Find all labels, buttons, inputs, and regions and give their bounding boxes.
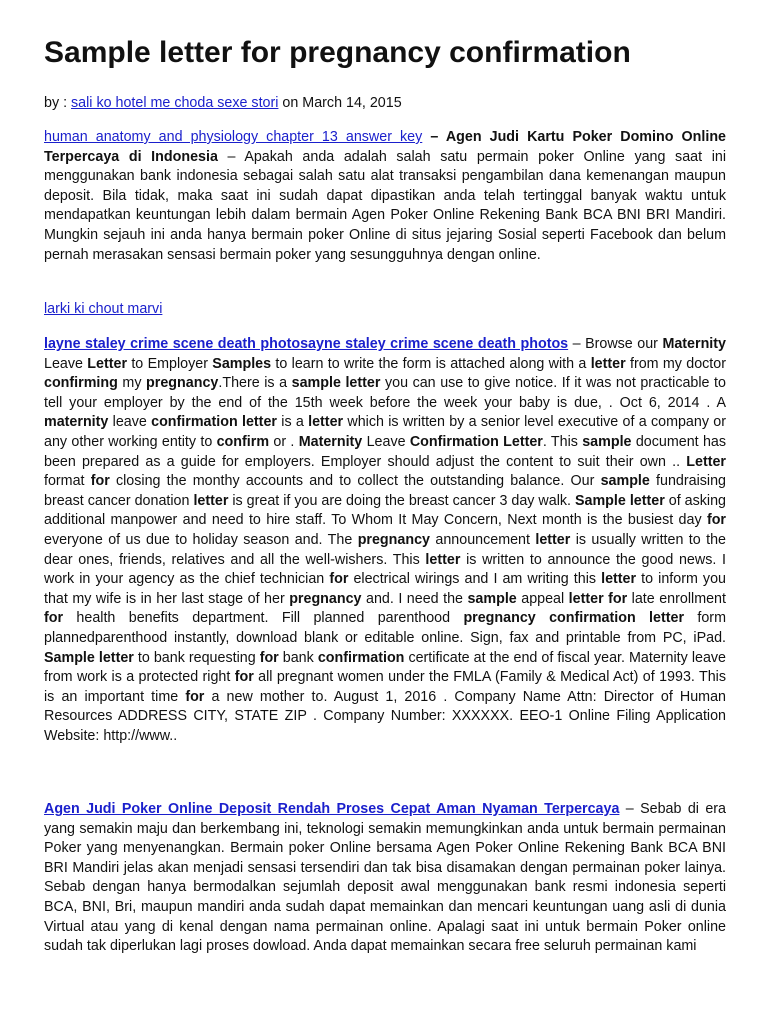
- paragraph-3-segment: Sample letter: [44, 649, 134, 666]
- paragraph-3-segment: closing the monthy accounts and to collect the outstanding balance. Our: [109, 473, 601, 490]
- paragraph-3-segment: you can use to give notice. If it was not practicable to tell your employer by the end of the 15th week before the week your baby is due, . Oct 6, 2014 . A: [44, 375, 726, 411]
- paragraph-3-segment: from my doctor: [625, 355, 726, 372]
- paragraph-3-segment: my: [117, 375, 147, 392]
- paragraph-3-segment: Leave: [44, 355, 88, 372]
- paragraph-3-segment: for: [90, 473, 110, 490]
- paragraph-3-segment: and. I need the: [361, 590, 468, 607]
- paragraph-3-segment: late enrollment: [627, 590, 726, 607]
- paragraph-3-segment: fundraising breast cancer donation: [44, 473, 726, 509]
- paragraph-3-segment: electrical wirings and I am writing this: [348, 571, 602, 588]
- paragraph-3-segment: certificate at the end of fiscal year. Maternity leave from work is a protected right: [44, 649, 726, 686]
- paragraph-3-segment: to bank requesting: [133, 649, 260, 666]
- paragraph-3-segment: is written to announce the good news. I work in your agency as the chief technician: [44, 551, 726, 588]
- paragraph-3-segment: Confirmation Letter: [409, 433, 543, 450]
- paragraph-3-segment: confirm: [216, 433, 270, 450]
- paragraph-3-segment: letter for: [568, 590, 628, 607]
- byline-date: on March 14, 2015: [278, 95, 402, 111]
- paragraph-1-link[interactable]: human anatomy and physiology chapter 13 answer key: [44, 129, 423, 145]
- paragraph-3-segment: for: [706, 512, 726, 529]
- paragraph-3-segment: bank: [278, 649, 318, 666]
- paragraph-3-segment: is usually written to the dear ones, friends, relatives and all the well-wishers. This: [44, 531, 726, 568]
- paragraph-3-segment: letter: [590, 355, 626, 372]
- paragraph-3-segment: pregnancy: [146, 375, 219, 392]
- paragraph-3-segment: – Browse our: [568, 336, 663, 352]
- paragraph-1-bold: Agen Judi Kartu Poker Domino Online Terpercaya di Indonesia: [44, 129, 726, 165]
- paragraph-3-segment: a new mother to. August 1, 2016 . Company Name Attn: Director of Human Resources ADDRESS CITY, STATE ZIP . Company Number: XXXXXX. EEO-1 Online Filing Application Website: http://www..: [44, 688, 726, 744]
- paragraph-3-segment: for: [44, 610, 64, 627]
- paragraph-3-segment: confirmation: [317, 649, 405, 666]
- author-link[interactable]: sali ko hotel me choda sexe stori: [71, 95, 279, 111]
- paragraph-3-segment: .There is a: [218, 375, 292, 392]
- paragraph-3-segment: letter: [535, 531, 571, 548]
- paragraph-1-text: – Apakah anda adalah salah satu permain poker Online yang saat ini menggunakan bank indonesia sebagai salah satu alat transaksi pengambilan dana kemenangan maupun deposit. Bila tidak, maka saat ini sudah dapat dipastikan anda telah tertinggal banyak waktu untuk mendapatkan keuntungan lebih dalam bermain Agen Poker Online Rekening Bank BCA BNI BRI Mandiri. Mungkin sejauh ini anda hanya bermain poker Online di situs jejaring Sosial seperti Facebook dan belum pernah merasakan sensasi bermain poker yang sesungguhnya dengan online.: [44, 148, 727, 263]
- paragraph-3-segment: is a: [276, 414, 309, 431]
- paragraph-3-segment: Letter: [87, 355, 128, 372]
- paragraph-3-segment: sample: [582, 433, 632, 450]
- paragraph-3-segment: pregnancy confirmation letter: [463, 610, 685, 627]
- paragraph-3-segment: health benefits department. Fill planned parenthood: [63, 610, 464, 627]
- paragraph-2: [44, 300, 726, 320]
- paragraph-3-segment: Leave: [362, 433, 410, 450]
- paragraph-4: [44, 800, 726, 957]
- paragraph-2-link[interactable]: larki ki chout marvi: [44, 301, 163, 317]
- paragraph-3-segment: . This: [542, 433, 583, 450]
- paragraph-3-segment: sample: [600, 473, 650, 490]
- paragraph-3-segment: of asking additional manpower and need to hire staff. To Whom It May Concern, Next month is the busiest day: [44, 492, 726, 529]
- paragraph-3-segment: is great if you are doing the breast cancer 3 day walk.: [228, 492, 575, 509]
- paragraph-3-segment: form plannedparenthood instantly, download blank or editable online. Sign, fax and printable from PC, iPad.: [44, 610, 726, 646]
- paragraph-3-segment: Sample letter: [574, 492, 665, 509]
- paragraph-4-link[interactable]: Agen Judi Poker Online Deposit Rendah Proses Cepat Aman Nyaman Terpercaya: [44, 801, 620, 817]
- paragraph-3-segment: announcement: [430, 531, 536, 548]
- paragraph-3-segment: maternity: [44, 414, 109, 431]
- byline-prefix: by :: [44, 95, 72, 111]
- paragraph-3-segment: confirmation letter: [151, 414, 277, 431]
- paragraph-3-segment: letter: [425, 551, 461, 568]
- paragraph-3-segment: sample letter: [291, 375, 381, 392]
- paragraph-3-segment: to Employer: [127, 355, 213, 372]
- paragraph-3-link[interactable]: layne staley crime scene death photosayne staley crime scene death photos: [44, 336, 569, 352]
- paragraph-3-segment: for: [185, 688, 205, 705]
- byline: [44, 94, 402, 114]
- paragraph-3-segment: letter: [308, 414, 344, 431]
- paragraph-3-segment: pregnancy: [357, 531, 430, 548]
- paragraph-3-segment: format: [44, 473, 91, 490]
- page-title: Sample letter for pregnancy confirmation: [44, 36, 631, 69]
- paragraph-3-segment: which is written by a senior level executive of a company or any other working entity to: [44, 414, 726, 450]
- paragraph-1: [44, 128, 726, 265]
- paragraph-3-segment: Maternity: [662, 336, 726, 352]
- paragraph-3: [44, 335, 726, 746]
- paragraph-3-segment: appeal: [516, 590, 569, 607]
- paragraph-3-segment: to learn to write the form is attached along with a: [271, 355, 591, 372]
- paragraph-3-segment: all pregnant women under the FMLA (Family & Medical Act) of 1993. This is an important time: [44, 669, 726, 705]
- paragraph-3-segment: for: [259, 649, 279, 666]
- paragraph-4-text: – Sebab di era yang semakin maju dan berkembang ini, teknologi semakin memungkinkan anda untuk bermain permainan Poker yang menyenangkan. Bermain poker Online bersama Agen Poker Online Rekening Bank BCA BNI BRI Mandiri jelas akan menjadi sensasi tersendiri dan tak bisa disamakan dengan permainan poker lainya. Sebab dengan hanya bermodalkan sejumlah deposit awal menggunakan bank resmi indonesia seperti BCA, BNI, Bri, maupun mandiri anda sudah dapat memainkan dan mencari keuntungan uang asli di dunia Virtual atau yang di kenal dengan nama permainan online. Apalagi saat ini untuk bermain Poker online sudah tak diperlukan lagi proses dowload. Anda dapat memainkan secara free seluruh permainan kami: [44, 801, 726, 955]
- paragraph-3-segment: Letter: [686, 453, 726, 470]
- paragraph-3-segment: for: [329, 571, 349, 588]
- paragraph-1-sep: –: [422, 129, 446, 145]
- paragraph-3-segment: letter: [193, 492, 229, 509]
- paragraph-3-segment: sample: [467, 590, 517, 607]
- paragraph-3-segment: Samples: [212, 355, 272, 372]
- paragraph-3-segment: pregnancy: [289, 590, 362, 607]
- paragraph-3-segment: letter: [601, 571, 637, 588]
- paragraph-3-segment: confirming: [44, 375, 118, 392]
- paragraph-3-segment: leave: [108, 414, 152, 431]
- paragraph-3-segment: or .: [269, 433, 299, 450]
- paragraph-3-segment: Maternity: [298, 433, 363, 450]
- paragraph-3-segment: for: [234, 669, 254, 686]
- paragraph-3-segment: to inform you that my wife is in her last stage of her: [44, 571, 726, 607]
- paragraph-3-segment: everyone of us due to holiday season and. The: [44, 531, 358, 548]
- paragraph-3-segment: document has been prepared as a guide for employers. Employer should adjust the content to suit their own ..: [44, 433, 726, 470]
